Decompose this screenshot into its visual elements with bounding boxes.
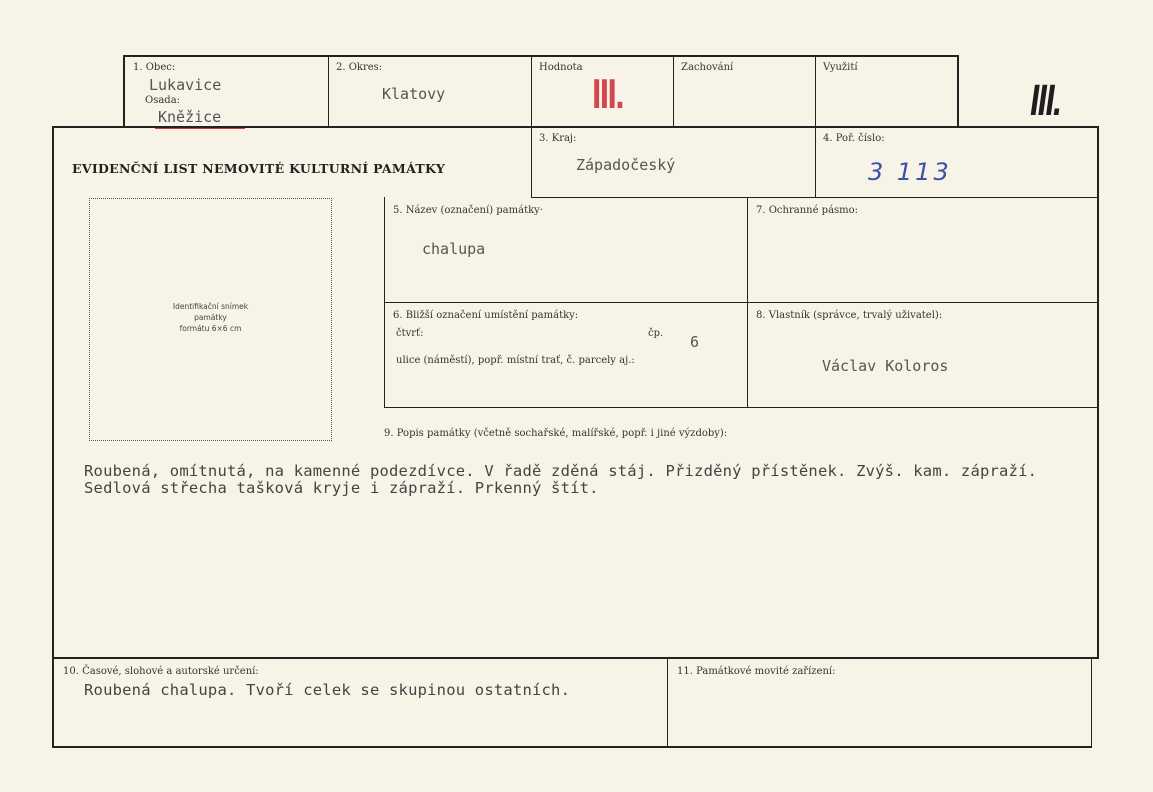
okres-label: 2. Okres: bbox=[336, 62, 383, 73]
porcislo-value: 3 113 bbox=[868, 158, 952, 186]
kraj-value: Západočeský bbox=[576, 156, 676, 174]
ulice-label: ulice (náměstí), popř. místní trať, č. parcely aj.: bbox=[396, 355, 635, 366]
header-divider-3 bbox=[673, 55, 674, 127]
form-left-border bbox=[52, 126, 54, 747]
header-right-border bbox=[957, 55, 959, 127]
vlastnik-label: 8. Vlastník (správce, trvalý uživatel): bbox=[756, 310, 943, 321]
obec-label: 1. Obec: bbox=[133, 62, 176, 73]
header-divider-4 bbox=[815, 55, 816, 127]
bottom-section-divider bbox=[667, 657, 668, 747]
photo-caption-1: Identifikační snímek bbox=[172, 302, 249, 311]
kraj-label: 3. Kraj: bbox=[539, 133, 577, 144]
obec-value: Lukavice bbox=[149, 76, 222, 94]
bottom-section-top-border bbox=[52, 657, 1099, 659]
form-top-border bbox=[52, 126, 1099, 128]
photo-caption-3: formátu 6×6 cm bbox=[179, 324, 242, 333]
vyuziti-label: Využití bbox=[823, 62, 858, 73]
nazev-label: 5. Název (označení) památky· bbox=[393, 205, 543, 216]
header-top-border bbox=[123, 55, 958, 57]
photo-placeholder bbox=[89, 198, 332, 441]
kraj-right-border bbox=[815, 126, 816, 198]
form-right-border bbox=[1097, 126, 1099, 658]
popis-line-2: Sedlová střecha tašková kryje i zápraží. Prkenný štít. bbox=[84, 479, 599, 497]
okres-value: Klatovy bbox=[382, 85, 446, 103]
ochranne-label: 7. Ochranné pásmo: bbox=[756, 205, 859, 216]
photo-caption-2: památky bbox=[194, 313, 227, 322]
zachovani-label: Zachování bbox=[681, 62, 734, 73]
hodnota-stamp: III. bbox=[592, 70, 623, 117]
header-left-border bbox=[123, 55, 125, 127]
cp-label: čp. bbox=[648, 328, 664, 339]
cp-value: 6 bbox=[690, 333, 700, 351]
umisteni-label: 6. Bližší označení umístění památky: bbox=[393, 310, 579, 321]
bottom-section-right-border bbox=[1091, 657, 1092, 747]
osada-label: Osada: bbox=[145, 95, 181, 106]
grid-row-divider bbox=[384, 302, 1097, 303]
ctvrt-label: čtvrť: bbox=[396, 328, 424, 339]
grid-bottom-border bbox=[384, 407, 1097, 408]
kraj-left-border bbox=[531, 126, 532, 198]
nazev-value: chalupa bbox=[422, 240, 486, 258]
porcislo-label: 4. Poř. číslo: bbox=[823, 133, 885, 144]
movite-label: 11. Památkové movité zařízení: bbox=[677, 666, 836, 677]
popis-label: 9. Popis památky (včetně sochařské, malířské, popř. i jiné výzdoby): bbox=[384, 428, 728, 439]
header-divider-1 bbox=[328, 55, 329, 127]
casove-value: Roubená chalupa. Tvoří celek se skupinou ostatních. bbox=[84, 681, 571, 699]
vlastnik-value: Václav Koloros bbox=[822, 357, 949, 375]
osada-value: Kněžice bbox=[158, 108, 222, 126]
casove-label: 10. Časové, slohové a autorské určení: bbox=[63, 666, 259, 677]
form-bottom-border bbox=[52, 746, 1092, 748]
popis-line-1: Roubená, omítnutá, na kamenné podezdívce. V řadě zděná stáj. Přizděný přístěnek. Zvýš. kam. zápraží. bbox=[84, 462, 1038, 480]
hodnota-label: Hodnota bbox=[539, 62, 583, 73]
header-divider-2 bbox=[531, 55, 532, 127]
corner-category-mark: III. bbox=[1027, 76, 1065, 125]
kraj-bottom-border bbox=[531, 197, 1097, 198]
form-title: EVIDENČNÍ LIST NEMOVITÉ KULTURNÍ PAMÁTKY bbox=[72, 161, 446, 176]
